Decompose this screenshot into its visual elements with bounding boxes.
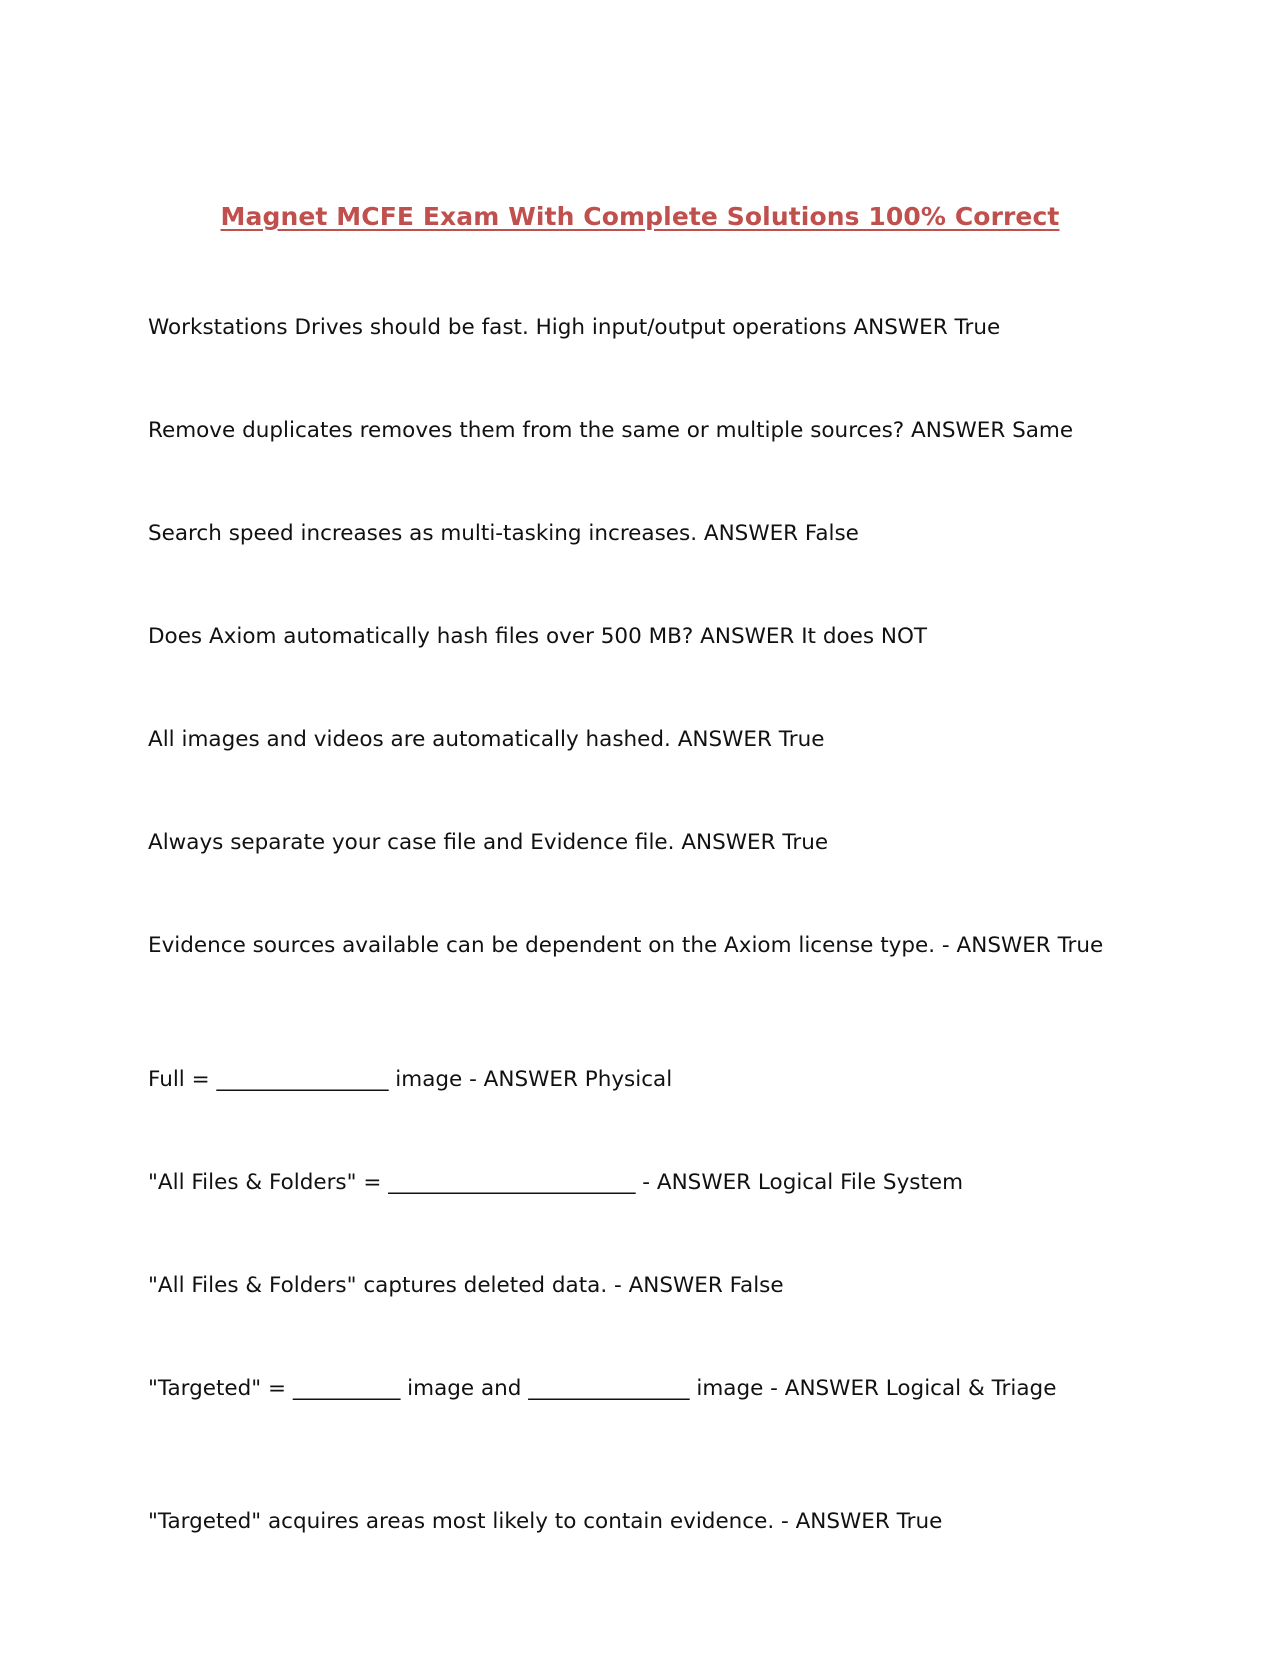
qa-item: Always separate your case file and Evidence file. ANSWER True	[148, 830, 829, 855]
qa-item: Workstations Drives should be fast. High input/output operations ANSWER True	[148, 315, 1001, 340]
qa-item: Remove duplicates removes them from the same or multiple sources? ANSWER Same	[148, 418, 1074, 443]
qa-item: Full = ________________ image - ANSWER Physical	[148, 1067, 673, 1092]
qa-item: "All Files & Folders" = _______________________ - ANSWER Logical File System	[148, 1170, 964, 1195]
qa-item: Evidence sources available can be dependent on the Axiom license type. - ANSWER True	[148, 933, 1104, 958]
qa-item: Search speed increases as multi-tasking increases. ANSWER False	[148, 521, 859, 546]
qa-item: "Targeted" = __________ image and _______________ image - ANSWER Logical & Triage	[148, 1376, 1057, 1401]
document-title: Magnet MCFE Exam With Complete Solutions 100% Correct	[220, 202, 1060, 231]
qa-item: All images and videos are automatically hashed. ANSWER True	[148, 727, 825, 752]
qa-item: Does Axiom automatically hash files over 500 MB? ANSWER It does NOT	[148, 624, 928, 649]
qa-item: "All Files & Folders" captures deleted data. - ANSWER False	[148, 1273, 784, 1298]
qa-item: "Targeted" acquires areas most likely to contain evidence. - ANSWER True	[148, 1509, 943, 1534]
